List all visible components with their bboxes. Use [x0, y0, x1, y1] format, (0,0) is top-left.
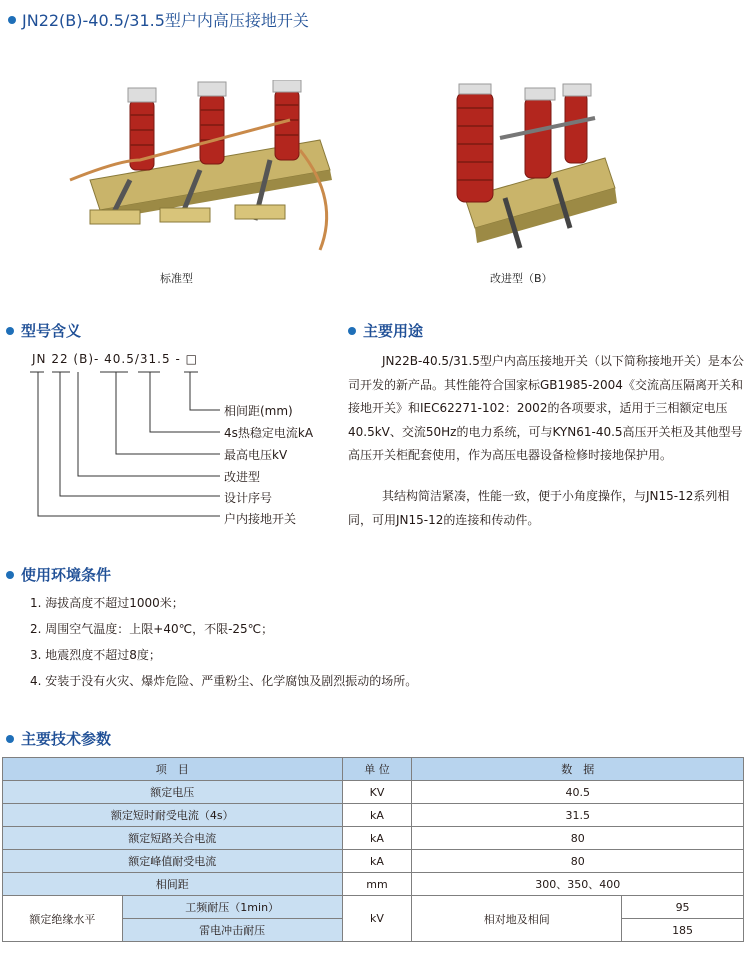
bullet-icon [6, 735, 14, 743]
legend-design-serial: 设计序号 [224, 491, 273, 505]
row-item: 额定峰值耐受电流 [3, 850, 343, 873]
row-unit: mm [342, 873, 412, 896]
row-value: 31.5 [412, 804, 744, 827]
row-item: 相间距 [3, 873, 343, 896]
row-value: 80 [412, 827, 744, 850]
standard-type-caption: 标准型 [160, 272, 193, 285]
environment-heading: 使用环境条件 [6, 564, 111, 585]
row-value: 300、350、400 [412, 873, 744, 896]
insulation-mid: 相对地及相间 [412, 896, 622, 942]
insulation-v2: 185 [622, 919, 744, 942]
table-row-insulation-1 [3, 896, 744, 919]
model-code: JN 22 (B)- 40.5/31.5 - □ [32, 352, 198, 366]
env-item-1: 1. 海拔高度不超过1000米； [30, 596, 184, 610]
usage-paragraph-2: 其结构简洁紧凑，性能一致，便于小角度操作，与JN15-12系列相同，可用JN15-12的连接和传动件。 [348, 489, 730, 527]
row-item: 额定电压 [3, 781, 343, 804]
tech-params-table [2, 757, 744, 942]
insulation-label: 额定绝缘水平 [3, 896, 123, 942]
table-row [3, 850, 744, 873]
legend-thermal-current: 4s热稳定电流kA [224, 426, 314, 440]
legend-phase-distance: 相间距(mm) [224, 404, 293, 418]
legend-max-voltage: 最高电压kV [224, 448, 288, 462]
insulation-v1: 95 [622, 896, 744, 919]
row-unit: KV [342, 781, 412, 804]
table-header-row [3, 758, 744, 781]
main-usage-heading: 主要用途 [348, 320, 423, 341]
table-row [3, 804, 744, 827]
table-row [3, 781, 744, 804]
row-unit: kA [342, 804, 412, 827]
table-row [3, 827, 744, 850]
usage-paragraph-1: JN22B-40.5/31.5型户内高压接地开关（以下简称接地开关）是本公司开发的新产品。其性能符合国家标GB1985-2004《交流高压隔离开关和接地开关》和IEC62271-102：2002的各项要求，适用于三相额定电压40.5kV、交流50Hz的电力系统，可与KYN61-40.5高压开关柜及其他型号高压开关柜配套使用，作为高压电器设备检修时接地保护用。 [348, 354, 744, 462]
row-unit: kA [342, 850, 412, 873]
env-item-2: 2. 周围空气温度：上限+40℃，不限-25℃； [30, 622, 274, 636]
legend-indoor-switch: 户内接地开关 [224, 512, 297, 526]
row-item: 额定短时耐受电流（4s） [3, 804, 343, 827]
insulation-sub1: 工频耐压（1min） [122, 896, 342, 919]
row-item: 额定短路关合电流 [3, 827, 343, 850]
page-title-text: JN22(B)-40.5/31.5型户内高压接地开关 [22, 11, 309, 30]
bullet-icon [6, 571, 14, 579]
row-value: 80 [412, 850, 744, 873]
insulation-sub2: 雷电冲击耐压 [122, 919, 342, 942]
insulation-unit: kV [342, 896, 412, 942]
tech-params-heading: 主要技术参数 [6, 728, 111, 749]
header-unit: 单 位 [342, 758, 412, 781]
header-value: 数 据 [412, 758, 744, 781]
row-unit: kA [342, 827, 412, 850]
row-value: 40.5 [412, 781, 744, 804]
improved-type-photo [445, 78, 625, 258]
env-item-4: 4. 安装于没有火灾、爆炸危险、严重粉尘、化学腐蚀及剧烈振动的场所。 [30, 674, 418, 688]
env-item-3: 3. 地震烈度不超过8度； [30, 648, 161, 662]
legend-improved-type: 改进型 [224, 470, 261, 484]
model-code-tree [0, 0, 360, 540]
model-meaning-heading: 型号含义 [6, 320, 81, 341]
header-item: 项 目 [3, 758, 343, 781]
bullet-icon [348, 327, 356, 335]
improved-type-caption: 改进型（B） [490, 272, 553, 285]
table-row [3, 873, 744, 896]
